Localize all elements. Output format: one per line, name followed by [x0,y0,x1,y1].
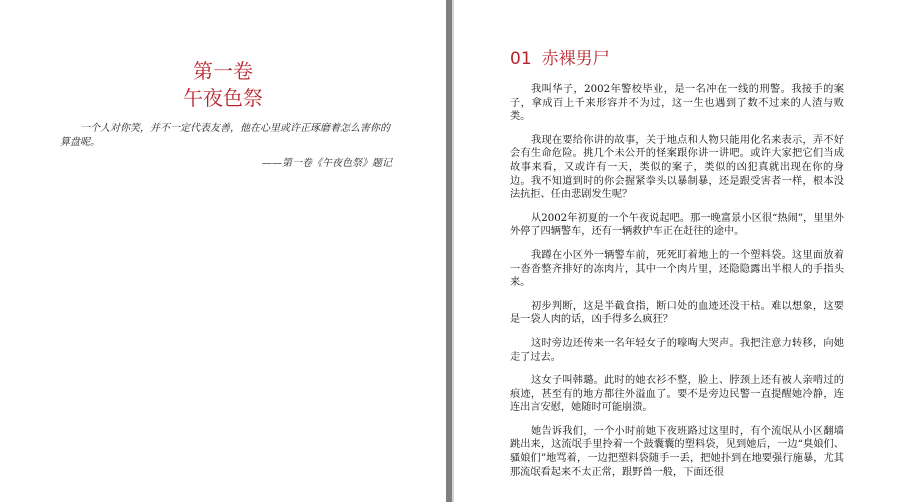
epigraph-source: ——第一卷《午夜色祭》题记 [262,158,392,169]
chapter-body [510,83,844,489]
right-page [454,0,900,502]
chapter-heading [510,48,610,70]
paragraph: 她告诉我们，一个小时前她下夜班路过这里时，有个流氓从小区翻墙跳出来，这流氓手里拎着一个鼓囊囊的塑料袋，见到她后，一边“臭娘们、骚娘们”地骂着，一边把塑料袋随手一丢，把她扑到在地要强行施暴，尤其那流氓看起来不太正常，跟野兽一般，下面还很 [510,425,844,478]
paragraph: 我现在要给你讲的故事，关于地点和人物只能用化名来表示，弄不好会有生命危险。挑几个未公开的怪案跟你讲一讲吧。或许大家把它们当成故事来看，又或许有一天，类似的案子，类似的凶犯真就出现在你的身边。我不知道到时的你会握紧拳头以暴制暴，还是跟受害者一样，根本没法抗拒、任由悲剧发生呢？ [510,134,844,201]
epigraph: 一个人对你笑，并不一定代表友善，他在心里或许正琢磨着怎么害你的算盘呢。 [60,123,390,148]
left-page [0,0,446,502]
paragraph: 我蹲在小区外一辆警车前，死死盯着地上的一个塑料袋。这里面放着一沓沓整齐排好的冻肉片，其中一个肉片里，还隐隐露出半根人的手指头来。 [510,249,844,289]
paragraph: 这女子叫韩璐。此时的她衣衫不整，脸上、脖颈上还有被人亲啃过的痕迹，甚至有的地方都往外溢血了。要不是旁边民警一直提醒她冷静，连连出言安慰，她随时可能崩溃。 [510,375,844,414]
chapter-title: 赤裸男尸 [541,49,610,69]
chapter-number: 01 [510,49,532,69]
paragraph: 这时旁边还传来一名年轻女子的嚎啕大哭声。我把注意力转移，向她走了过去。 [510,337,844,363]
volume-title: 第一卷 [193,59,253,83]
volume-subtitle: 午夜色祭 [183,86,263,110]
paragraph: 从2002年初夏的一个午夜说起吧。那一晚富景小区很“热闹”，里里外外停了四辆警车，还有一辆救护车正在赶往的途中。 [510,212,844,238]
paragraph: 我叫华子，2002年警校毕业，是一名冲在一线的刑警。我接手的案子，拿成百上千来形容并不为过，这一生也遇到了数不过来的人渣与败类。 [510,84,844,123]
paragraph: 初步判断，这是半截食指，断口处的血迹还没干枯。难以想象，这要是一袋人肉的话，凶手得多么疯狂？ [510,300,844,326]
